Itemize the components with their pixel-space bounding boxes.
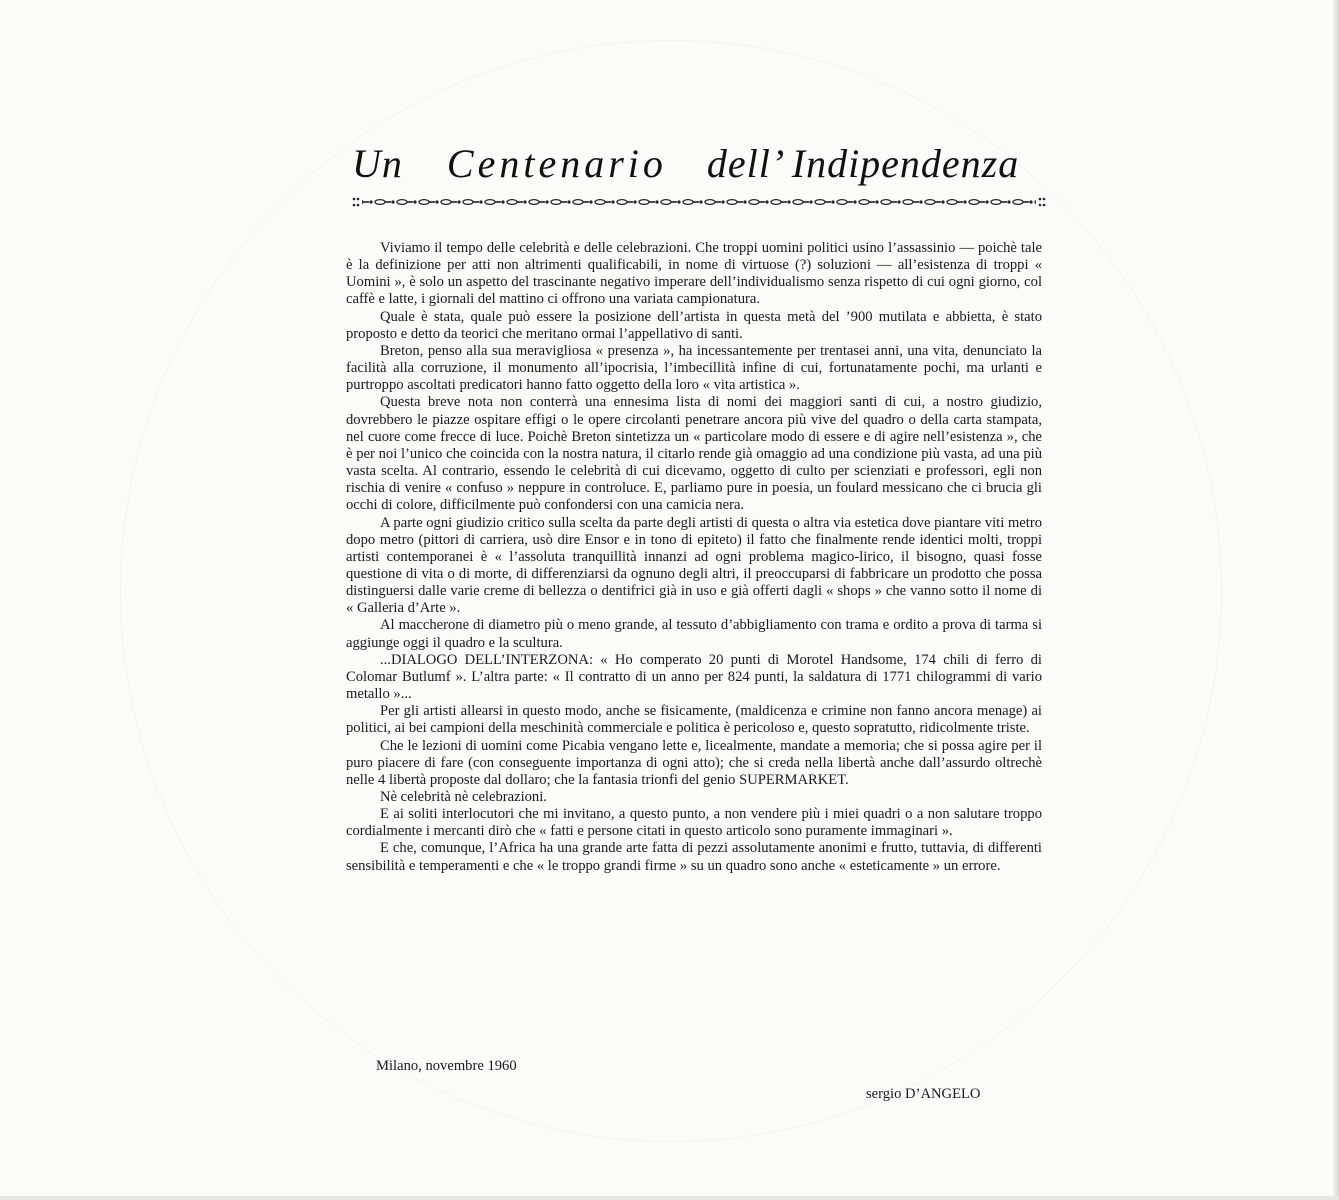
page-edge-bottom: [0, 1196, 1339, 1200]
paragraph: Breton, penso alla sua meravigliosa « presenza », ha incessantemente per trentasei anni, una vita, denunciato la facilità alla corruzione, il monumento all’ipocrisia, l’imbecillità infine di cui, fortunatamente pochi, ma urlanti e purtroppo ascoltati predicatori hanno fatto oggetto della loro « vita artistica ».: [346, 342, 1042, 394]
page-edge-right: [1333, 0, 1339, 1200]
dateline: Milano, novembre 1960: [376, 1058, 517, 1074]
title-ornamental-rule: [352, 196, 1046, 208]
paragraph: Nè celebrità nè celebrazioni.: [380, 789, 547, 805]
title-word-2: Centenario: [446, 141, 667, 186]
paragraph: E che, comunque, l’Africa ha una grande arte fatta di pezzi assolutamente anonimi e frutto, tuttavia, di differenti sensibilità e temperamenti e che « le troppo grandi firme » su un quadro sono anche « esteticamente » un errore.: [346, 840, 1042, 874]
article-body: [346, 240, 1042, 875]
paragraph: Per gli artisti allearsi in questo modo, anche se fisicamente, (maldicenza e crimine non fanno ancora menage) ai politici, ai bei campioni della meschinità commerciale e politica è pericoloso e, questo sopratutto, ridicolmente triste.: [346, 703, 1042, 737]
article-title: [352, 140, 1052, 187]
title-word-3: dell’ Indipendenza: [706, 141, 1020, 186]
author-signature: sergio D’ANGELO: [866, 1086, 981, 1102]
paragraph: Questa breve nota non conterrà una ennesima lista di nomi dei maggiori santi di cui, a nostro giudizio, dovrebbero le piazze ospitare effigi o le opere circolanti penetrare ancora più vive del quadro o della carta stampata, nel cuore come frecce di luce. Poichè Breton sintetizza un « particolare modo di essere e di agire nell’esistenza », che è per noi l’unico che coincida con la nostra natura, il citarlo rende già omaggio ad una condizione più vasta, ad una più vasta scelta. Al contrario, essendo le celebrità di cui dicevamo, oggetto di culto per scienziati e professori, egli non rischia di venire « confuso » neppure in controluce. E, parliamo pure in poesia, un foulard messicano che ci brucia gli occhi di colore, difficilmente può confondersi con una camicia nera.: [346, 394, 1042, 514]
paragraph: Viviamo il tempo delle celebrità e delle celebrazioni. Che troppi uomini politici usino l’assassinio — poichè tale è la definizione per atti non altrimenti qualificabili, in nome di virtuose (?) soluzioni — all’esistenza di troppi « Uomini », è solo un aspetto del trascinante negativo imperare dell’individualismo senza rispetto di cui ogni giorno, col caffè e latte, i giornali del mattino ci offrono una variata campionatura.: [346, 240, 1042, 308]
paragraph: Che le lezioni di uomini come Picabia vengano lette e, licealmente, mandate a memoria; che si possa agire per il puro piacere di fare (con conseguente importanza di ogni atto); che si creda nella libertà anche dall’assurdo oltrechè nelle 4 libertà proposte dal dollaro; che la fantasia trionfi del genio SUPERMARKET.: [346, 737, 1042, 788]
paragraph: ...DIALOGO DELL’INTERZONA: « Ho comperato 20 punti di Morotel Handsome, 174 chili di ferro di Colomar Butlumf ». L’altra parte: « Il contratto di un anno per 824 punti, la saldatura di 1771 chilogrammi di vario metallo »...: [346, 651, 1042, 703]
paragraph: E ai soliti interlocutori che mi invitano, a questo punto, a non vendere più i miei quadri o a non salutare troppo cordialmente i mercanti dirò che « fatti e persone citati in questo articolo sono puramente immaginari ».: [346, 806, 1042, 840]
title-word-1: Un: [352, 141, 403, 186]
paragraph: A parte ogni giudizio critico sulla scelta da parte degli artisti di questa o altra via estetica dove piantare viti metro dopo metro (pittori di carriera, usò dire Ensor e in tono di epiteto) il fatto che finalmente rende identici molti, troppi artisti contemporanei è « l’assoluta tranquillità innanzi ad ogni problema magico-lirico, il bisogno, quasi fosse questione di vita o di morte, di differenziarsi da ognuno degli altri, il preoccuparsi di fabbricare un prodotto che possa distinguersi dalle varie creme di bellezza o dentifrici già in uso e già offerti dagli « shops » che vanno sotto il nome di « Galleria d’Arte ».: [346, 514, 1042, 617]
paragraph: Al maccherone di diametro più o meno grande, al tessuto d’abbigliamento con trama e ordito a prova di tarma si aggiunge oggi il quadro e la scultura.: [346, 617, 1042, 651]
paragraph: Quale è stata, quale può essere la posizione dell’artista in questa metà del ’900 mutilata e abbietta, è stato proposto e detto da teorici che meritano ormai l’appellativo di santi.: [346, 308, 1042, 342]
